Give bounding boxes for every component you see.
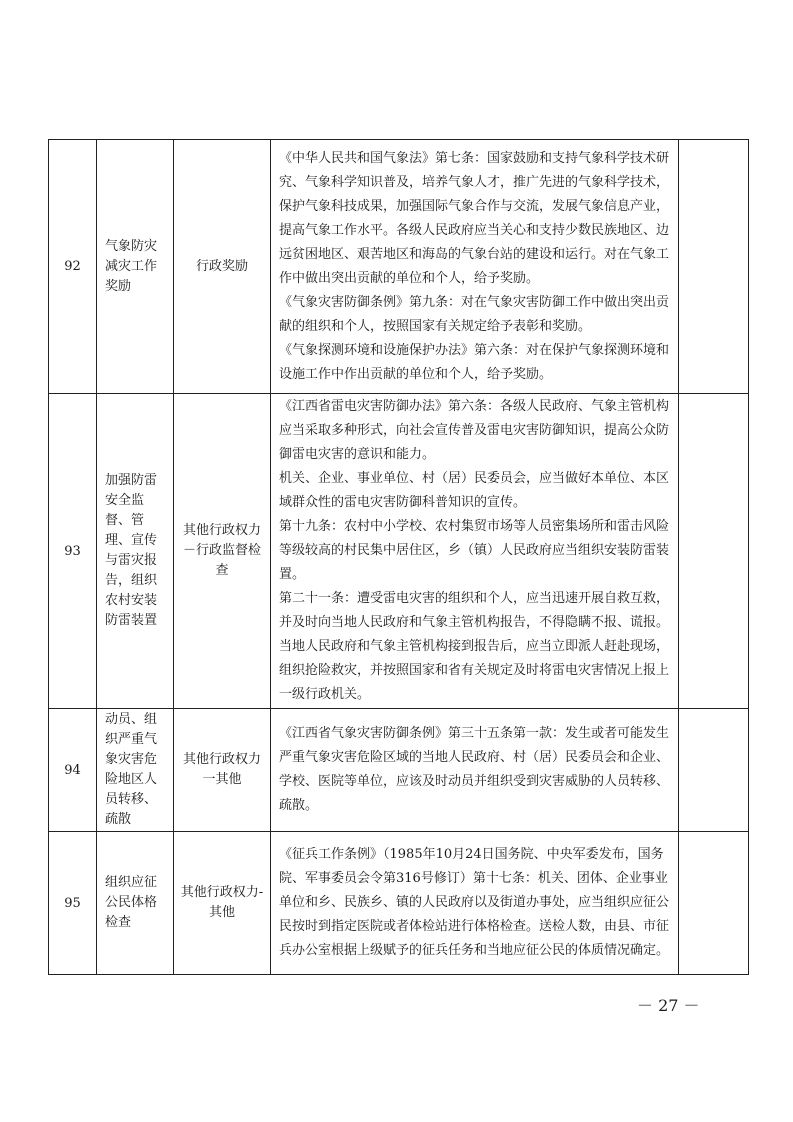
legal-basis-paragraph: 《江西省雷电灾害防御办法》第六条：各级人民政府、气象主管机构应当采取多种形式，向社会宣传普及雷电灾害防御知识，提高公众防御雷电灾害的意识和能力。 xyxy=(279,399,670,462)
authority-table xyxy=(48,139,749,975)
table-row xyxy=(49,394,749,709)
legal-basis-paragraph: 《征兵工作条例》（1985年10月24日国务院、中央军委发布，国务院、军事委员会令第316号修订）第十七条：机关、团体、企业事业单位和乡、民族乡、镇的人民政府以及街道办事处，应当组织应征公民按时到指定医院或者体检站进行体格检查。送检人数，由县、市征兵办公室根据上级赋予的征兵任务和当地应征公民的体质情况确定。 xyxy=(279,847,670,958)
item-type: 其他行政权力-其他 xyxy=(180,885,264,920)
legal-basis-paragraph: 《中华人民共和国气象法》第七条：国家鼓励和支持气象科学技术研究、气象科学知识普及，培养气象人才，推广先进的气象科学技术，保护气象科技成果，加强国际气象合作与交流，发展气象信息产业，提高气象工作水平。各级人民政府应当关心和支持少数民族地区、边远贫困地区、艰苦地区和海岛的气象台站的建设和运行。对在气象工作中做出突出贡献的单位和个人，给予奖励。 xyxy=(279,150,670,286)
legal-basis-cell xyxy=(271,394,679,709)
row-number: 95 xyxy=(49,832,97,975)
item-name: 加强防雷安全监督、管理、宣传与雷灾报告，组织农村安装防雷装置 xyxy=(105,473,158,628)
item-name: 气象防灾减灾工作奖励 xyxy=(105,238,158,294)
item-name: 组织应征公民体格检查 xyxy=(105,875,158,930)
legal-basis-cell xyxy=(271,709,679,832)
row-number: 93 xyxy=(49,394,97,709)
table-row xyxy=(49,709,749,832)
row-number: 92 xyxy=(49,140,97,394)
remarks-cell xyxy=(679,140,749,394)
row-number: 94 xyxy=(49,709,97,832)
remarks-cell xyxy=(679,709,749,832)
page-number: － 27 － xyxy=(637,996,700,1015)
legal-basis-paragraph: 《江西省气象灾害防御条例》第三十五条第一款：发生或者可能发生严重气象灾害危险区域的当地人民政府、村（居）民委员会和企业、学校、医院等单位，应该及时动员并组织受到灾害威胁的人员转移、疏散。 xyxy=(279,726,670,813)
item-name: 动员、组织严重气象灾害危险地区人员转移、疏散 xyxy=(105,712,158,827)
item-type: 行政奖励 xyxy=(195,258,248,274)
remarks-cell xyxy=(679,394,749,709)
legal-basis-paragraph: 第十九条：农村中小学校、农村集贸市场等人员密集场所和雷击风险等级较高的村民集中居住区，乡（镇）人民政府应当组织安装防雷装置。 xyxy=(279,519,670,582)
legal-basis-paragraph: 机关、企业、事业单位、村（居）民委员会，应当做好本单位、本区域群众性的雷电灾害防御科普知识的宣传。 xyxy=(279,471,670,510)
legal-basis-cell xyxy=(271,832,679,975)
item-type: 其他行政权力－行政监督检查 xyxy=(182,523,261,578)
remarks-cell xyxy=(679,832,749,975)
item-type: 其他行政权力一其他 xyxy=(182,752,261,787)
legal-basis-paragraph: 《气象探测环境和设施保护办法》第六条：对在保护气象探测环境和设施工作中作出贡献的单位和个人，给予奖励。 xyxy=(279,342,670,382)
legal-basis-paragraph: 《气象灾害防御条例》第九条：对在气象灾害防御工作中做出突出贡献的组织和个人，按照国家有关规定给予表彰和奖励。 xyxy=(279,294,670,334)
legal-basis-paragraph: 第二十一条：遭受雷电灾害的组织和个人，应当迅速开展自救互救，并及时向当地人民政府和气象主管机构报告，不得隐瞒不报、谎报。 xyxy=(279,591,670,630)
legal-basis-paragraph: 当地人民政府和气象主管机构接到报告后，应当立即派人赶赴现场，组织抢险救灾，并按照国家和省有关规定及时将雷电灾害情况上报上一级行政机关。 xyxy=(279,639,670,702)
table-row xyxy=(49,832,749,975)
table-row xyxy=(49,140,749,394)
legal-basis-cell xyxy=(271,140,679,394)
